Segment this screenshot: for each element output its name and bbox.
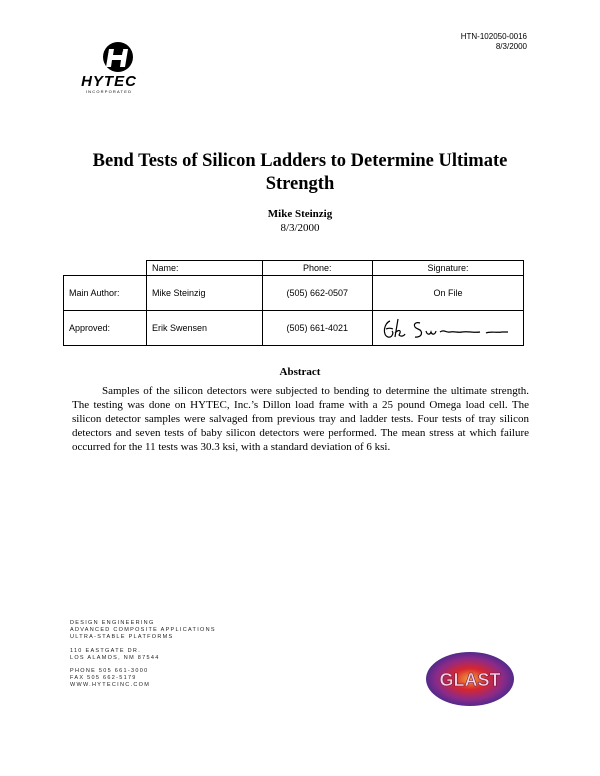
document-date-line: 8/3/2000	[280, 222, 320, 234]
document-date: 8/3/2000	[495, 42, 527, 51]
logo-subtitle: INCORPORATED	[85, 89, 133, 94]
signature-image	[378, 313, 518, 343]
document-id-block	[461, 32, 527, 52]
logo-wordmark: HYTEC	[81, 73, 137, 90]
footer-website: WWW.HYTECINC.COM	[70, 682, 151, 689]
footer-contact: PHONE 505 661-3000	[70, 668, 149, 675]
abstract-heading: Abstract	[279, 366, 321, 378]
document-title: Bend Tests of Silicon Ladders to Determine Ultimate Strength	[92, 151, 508, 194]
signature-table-header	[64, 261, 524, 276]
glast-logo	[425, 650, 515, 708]
author-name: Mike Steinzig	[267, 208, 333, 220]
glast-logo-icon	[425, 650, 515, 708]
footer-service: ULTRA-STABLE PLATFORMS	[70, 634, 174, 641]
header-blank-cell	[64, 261, 147, 276]
company-footer	[70, 620, 216, 690]
row-phone: (505) 661-4021	[262, 311, 372, 346]
row-role: Approved:	[64, 311, 147, 346]
header-phone: Phone:	[262, 261, 372, 276]
row-name: Mike Steinzig	[146, 276, 262, 311]
document-number: HTN-102050-0016	[460, 32, 527, 41]
hytec-logo	[66, 40, 152, 96]
row-name: Erik Swensen	[146, 311, 262, 346]
footer-service: ADVANCED COMPOSITE APPLICATIONS	[70, 627, 216, 634]
abstract-body: Samples of the silicon detectors were subjected to bending to determine the ultimate strength. The testing was done on HYTEC, Inc.’s Dillon load frame with a 25 pound Omega load cell. The silicon detector samples were salvaged from previous tray and ladder tests. Four tests of tray silicon detectors and seven tests of baby silicon detectors were performed. The mean stress at which failure occurred for the 11 tests was 30.3 ksi, with a standard deviation of 6 ksi.	[72, 385, 529, 453]
header-signature: Signature:	[373, 261, 524, 276]
handwritten-signature	[373, 311, 524, 346]
row-signature: On File	[373, 276, 524, 311]
table-row	[64, 311, 524, 346]
signature-table	[63, 260, 524, 346]
row-phone: (505) 662-0507	[262, 276, 372, 311]
hytec-h-logo-icon	[66, 40, 152, 76]
header-name: Name:	[146, 261, 262, 276]
footer-address: 110 EASTGATE DR.	[70, 647, 142, 654]
glast-text: GLAST	[439, 670, 501, 690]
footer-contact: FAX 505 662-5179	[70, 675, 137, 682]
footer-service: DESIGN ENGINEERING	[70, 620, 155, 626]
table-row	[64, 276, 524, 311]
footer-address: LOS ALAMOS, NM 87544	[70, 654, 160, 661]
row-role: Main Author:	[64, 276, 147, 311]
